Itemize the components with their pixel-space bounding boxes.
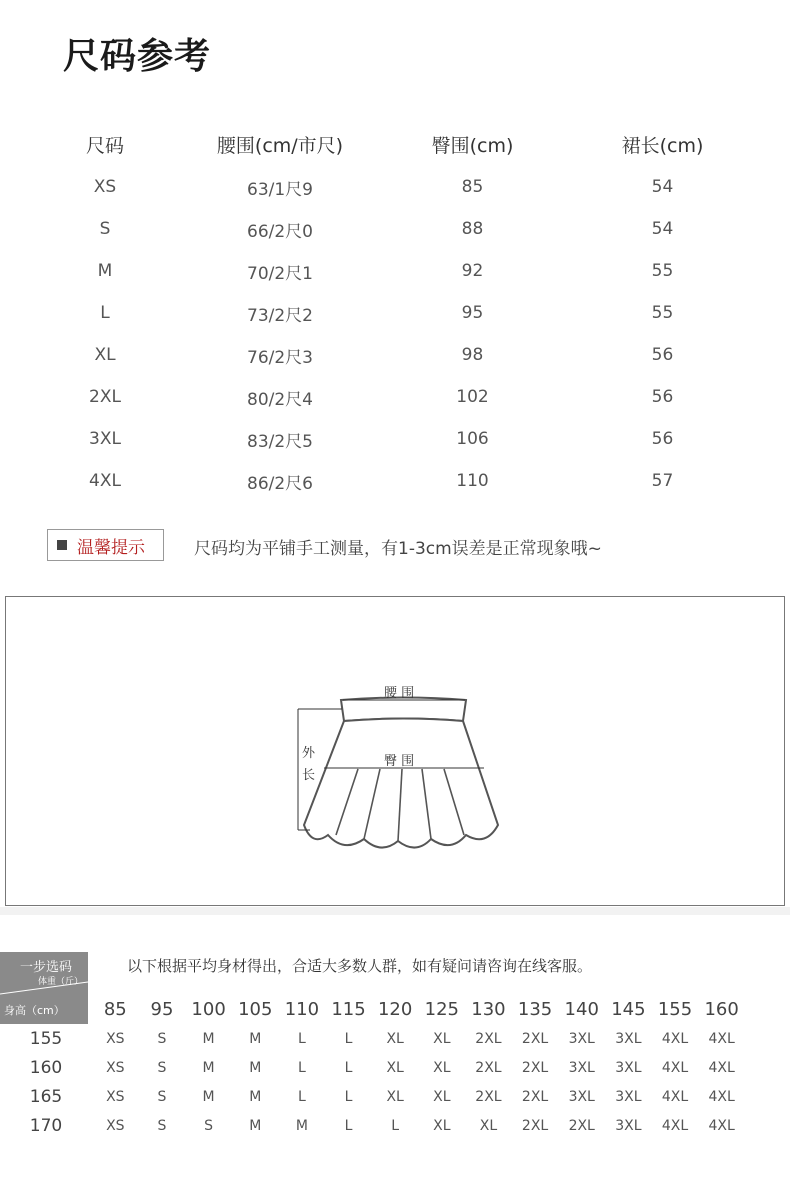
size-guide-table (0, 995, 745, 1140)
weight-header: 130 (471, 999, 506, 1020)
weight-header: 95 (150, 999, 174, 1020)
recommended-size-cell: XS (106, 1059, 125, 1076)
height-cell: 160 (29, 1057, 63, 1078)
header-size: 尺码 (85, 134, 124, 157)
recommended-size-cell: 2XL (521, 1030, 549, 1047)
skirt-diagram-panel (5, 596, 785, 906)
recommended-size-cell: M (202, 1088, 215, 1105)
recommended-size-cell: L (297, 1030, 306, 1047)
size-row (40, 208, 770, 250)
recommended-size-cell: M (249, 1088, 262, 1105)
recommended-size-cell: M (249, 1030, 262, 1047)
size-cell: XS (93, 177, 117, 197)
length-cell: 55 (651, 303, 674, 323)
recommended-size-cell: 2XL (568, 1117, 595, 1134)
recommended-size-cell: L (297, 1059, 306, 1076)
recommended-size-cell: XL (479, 1117, 498, 1134)
recommended-size-cell: L (344, 1088, 353, 1105)
weight-header: 125 (424, 999, 459, 1020)
hip-cell: 106 (456, 429, 489, 449)
recommended-size-cell: 2XL (521, 1088, 549, 1105)
recommended-size-cell: 4XL (708, 1030, 735, 1047)
recommended-size-cell: 2XL (475, 1030, 502, 1047)
recommended-size-cell: M (202, 1030, 215, 1047)
length-cell: 57 (651, 471, 674, 491)
recommended-size-cell: 3XL (568, 1059, 595, 1076)
recommended-size-cell: L (344, 1030, 353, 1047)
recommended-size-cell: 2XL (475, 1059, 502, 1076)
recommended-size-cell: S (157, 1088, 167, 1105)
length-cell: 56 (651, 387, 674, 407)
recommended-size-cell: 2XL (475, 1088, 502, 1105)
size-chart-table (40, 122, 770, 502)
hip-cell: 98 (461, 345, 484, 365)
size-row (40, 292, 770, 334)
weight-header: 140 (564, 999, 599, 1020)
waist-cell: 73/2尺2 (247, 305, 313, 326)
length-cell: 56 (651, 345, 674, 365)
waist-cell: 66/2尺0 (247, 221, 313, 242)
recommended-size-cell: L (344, 1059, 353, 1076)
recommended-size-cell: M (249, 1059, 262, 1076)
size-row (40, 460, 770, 502)
recommended-size-cell: 4XL (708, 1088, 735, 1105)
recommended-size-cell: XL (386, 1059, 404, 1076)
recommended-size-cell: 4XL (708, 1059, 735, 1076)
recommended-size-cell: 4XL (708, 1117, 735, 1134)
weight-header: 100 (191, 999, 226, 1020)
recommended-size-cell: XL (433, 1088, 451, 1105)
tip-badge (47, 529, 164, 561)
recommended-size-cell: 3XL (615, 1030, 642, 1047)
length-cell: 54 (651, 177, 674, 197)
tip-text: 尺码均为平铺手工测量，有1-3cm误差是正常现象哦~ (194, 539, 602, 559)
size-cell: 2XL (89, 387, 121, 407)
size-cell: S (99, 219, 111, 239)
recommended-size-cell: XS (106, 1117, 125, 1134)
weight-header: 105 (238, 999, 273, 1020)
recommended-size-cell: 3XL (615, 1088, 642, 1105)
recommended-size-cell: 3XL (615, 1059, 642, 1076)
size-row (40, 250, 770, 292)
recommended-size-cell: XL (433, 1030, 451, 1047)
recommended-size-cell: L (297, 1088, 306, 1105)
size-cell: L (100, 303, 110, 323)
size-chart-header-row (40, 122, 770, 166)
height-row (0, 1111, 745, 1140)
recommended-size-cell: XL (386, 1030, 404, 1047)
tip-label: 温馨提示 (77, 537, 145, 558)
recommended-size-cell: L (391, 1117, 400, 1134)
height-cell: 170 (29, 1115, 63, 1136)
recommended-size-cell: 3XL (615, 1117, 642, 1134)
header-hip: 臀围(cm) (431, 134, 514, 157)
recommended-size-cell: S (157, 1059, 167, 1076)
hip-cell: 85 (461, 177, 484, 197)
section-divider (0, 907, 790, 915)
height-row (0, 1082, 745, 1111)
recommended-size-cell: 3XL (568, 1088, 595, 1105)
skirt-diagram (6, 597, 784, 905)
recommended-size-cell: S (157, 1117, 167, 1134)
size-row (40, 166, 770, 208)
recommended-size-cell: XS (106, 1088, 125, 1105)
page-title: 尺码参考 (63, 36, 212, 77)
recommended-size-cell: M (295, 1117, 308, 1134)
hip-cell: 102 (456, 387, 489, 407)
recommended-size-cell: 4XL (661, 1117, 689, 1134)
weight-header: 120 (377, 999, 413, 1020)
recommended-size-cell: XL (433, 1059, 451, 1076)
waistband-shape (341, 698, 466, 722)
weight-header: 110 (284, 999, 320, 1020)
recommended-size-cell: 4XL (661, 1088, 689, 1105)
waist-label: 腰 围 (384, 686, 415, 701)
waist-cell: 63/1尺9 (247, 179, 313, 200)
weight-header: 145 (611, 999, 646, 1020)
size-cell: XL (94, 345, 116, 365)
recommended-size-cell: 3XL (568, 1030, 595, 1047)
recommended-size-cell: 4XL (661, 1059, 689, 1076)
waist-cell: 76/2尺3 (247, 347, 313, 368)
waist-cell: 80/2尺4 (247, 389, 313, 410)
waist-cell: 86/2尺6 (247, 473, 313, 494)
hip-cell: 110 (456, 471, 489, 491)
length-cell: 56 (651, 429, 674, 449)
waist-cell: 70/2尺1 (247, 263, 313, 284)
recommended-size-cell: XL (386, 1088, 404, 1105)
recommended-size-cell: S (204, 1117, 214, 1134)
length-label-top: 外 (302, 746, 316, 761)
recommended-size-cell: 2XL (521, 1059, 549, 1076)
size-guide-note: 以下根据平均身材得出，合适大多数人群，如有疑问请咨询在线客服。 (127, 957, 593, 975)
size-row (40, 418, 770, 460)
square-bullet-icon (57, 540, 67, 550)
height-row (0, 1024, 745, 1053)
weight-header: 135 (517, 999, 553, 1020)
size-cell: 3XL (89, 429, 121, 449)
size-cell: 4XL (89, 471, 121, 491)
height-cell: 155 (29, 1028, 63, 1049)
length-cell: 54 (651, 219, 674, 239)
corner-height-label: 身高（cm） (4, 1004, 65, 1017)
recommended-size-cell: M (202, 1059, 215, 1076)
hip-cell: 95 (461, 303, 484, 323)
size-row (40, 376, 770, 418)
corner-weight-label: 体重（斤） (38, 977, 84, 987)
corner-spacer (0, 995, 92, 1024)
height-cell: 165 (29, 1086, 63, 1107)
corner-title: 一步选码 (20, 960, 73, 975)
length-label-bottom: 长 (302, 768, 316, 783)
weight-header: 85 (103, 999, 127, 1020)
recommended-size-cell: 4XL (661, 1030, 689, 1047)
weight-header: 115 (331, 999, 366, 1020)
weight-header: 160 (704, 999, 739, 1020)
recommended-size-cell: 2XL (521, 1117, 549, 1134)
recommended-size-cell: XL (433, 1117, 451, 1134)
hip-cell: 92 (461, 261, 484, 281)
weight-header: 155 (657, 999, 693, 1020)
recommended-size-cell: L (344, 1117, 353, 1134)
recommended-size-cell: XS (106, 1030, 125, 1047)
header-waist: 腰围(cm/市尺) (216, 134, 344, 157)
height-row (0, 1053, 745, 1082)
size-cell: M (97, 261, 113, 281)
header-length: 裙长(cm) (621, 134, 704, 157)
weight-header-row (0, 995, 745, 1024)
waist-cell: 83/2尺5 (247, 431, 313, 452)
recommended-size-cell: S (157, 1030, 167, 1047)
recommended-size-cell: M (249, 1117, 262, 1134)
length-cell: 55 (651, 261, 674, 281)
hip-label: 臀 围 (384, 754, 415, 769)
hip-cell: 88 (461, 219, 484, 239)
size-row (40, 334, 770, 376)
